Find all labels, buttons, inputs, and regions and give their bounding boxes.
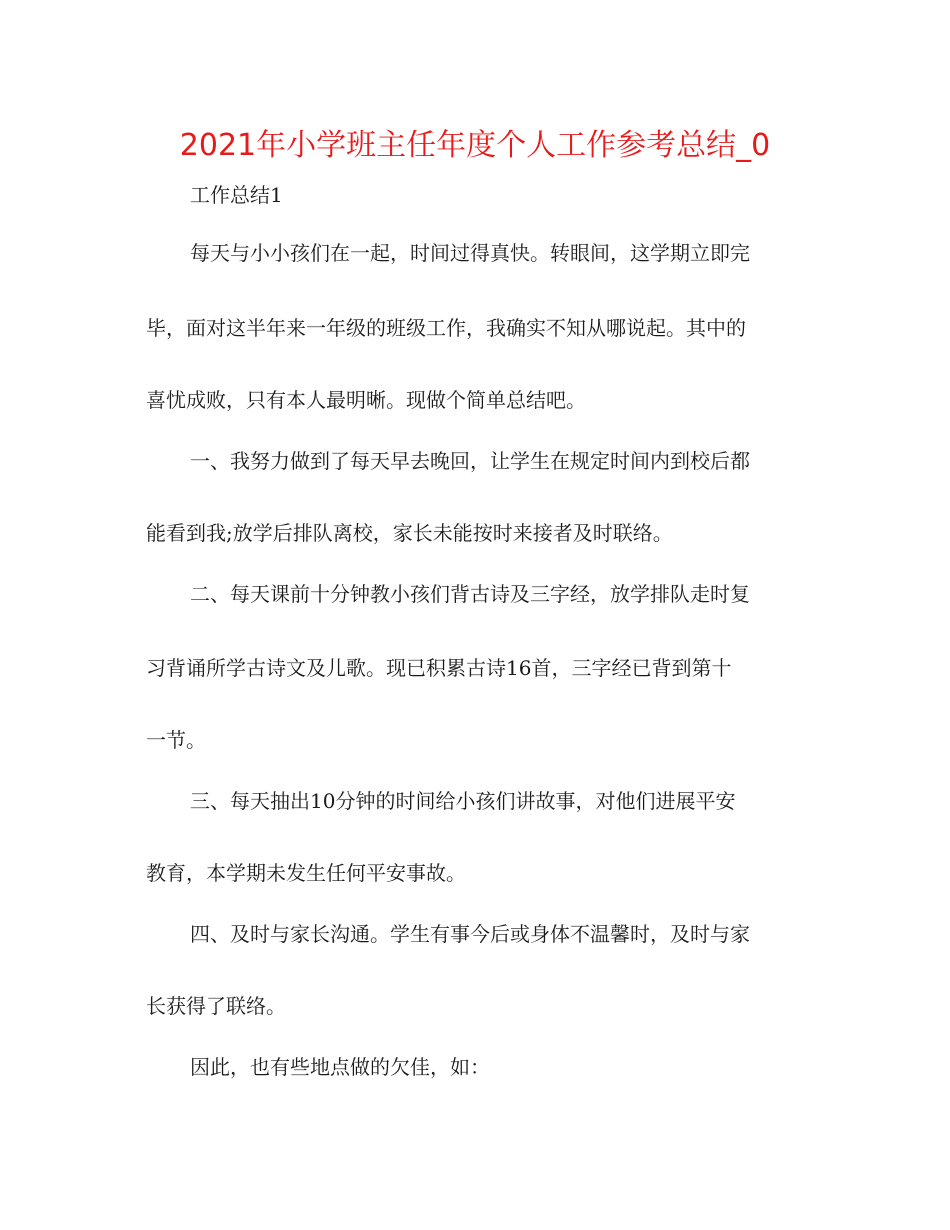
- document-title: 2021年小学班主任年度个人工作参考总结_0: [179, 128, 771, 163]
- paragraph-line: 三、每天抽出10分钟的时间给小孩们讲故事，对他们进展平安: [190, 789, 736, 813]
- paragraph-line: 长获得了联络。: [146, 994, 286, 1018]
- paragraph-line: 二、每天课前十分钟教小孩们背古诗及三字经，放学排队走时复: [190, 582, 750, 606]
- paragraph-line: 毕，面对这半年来一年级的班级工作，我确实不知从哪说起。其中的: [146, 316, 746, 340]
- section-heading: 工作总结1: [190, 183, 283, 207]
- paragraph-line: 喜忧成败，只有本人最明晰。现做个简单总结吧。: [146, 388, 586, 412]
- paragraph-line: 能看到我;放学后排队离校，家长未能按时来接者及时联络。: [146, 521, 673, 545]
- paragraph-line: 一、我努力做到了每天早去晚回，让学生在规定时间内到校后都: [190, 449, 750, 473]
- paragraph-line: 四、及时与家长沟通。学生有事今后或身体不温馨时，及时与家: [190, 922, 750, 946]
- paragraph-line: 一节。: [146, 728, 206, 752]
- paragraph-line: 因此，也有些地点做的欠佳，如：: [190, 1055, 490, 1079]
- paragraph-line: 教育，本学期未发生任何平安事故。: [146, 861, 466, 885]
- paragraph-line: 习背诵所学古诗文及儿歌。现已积累古诗16首，三字经已背到第十: [146, 656, 732, 680]
- paragraph-line: 每天与小小孩们在一起，时间过得真快。转眼间，这学期立即完: [190, 241, 750, 265]
